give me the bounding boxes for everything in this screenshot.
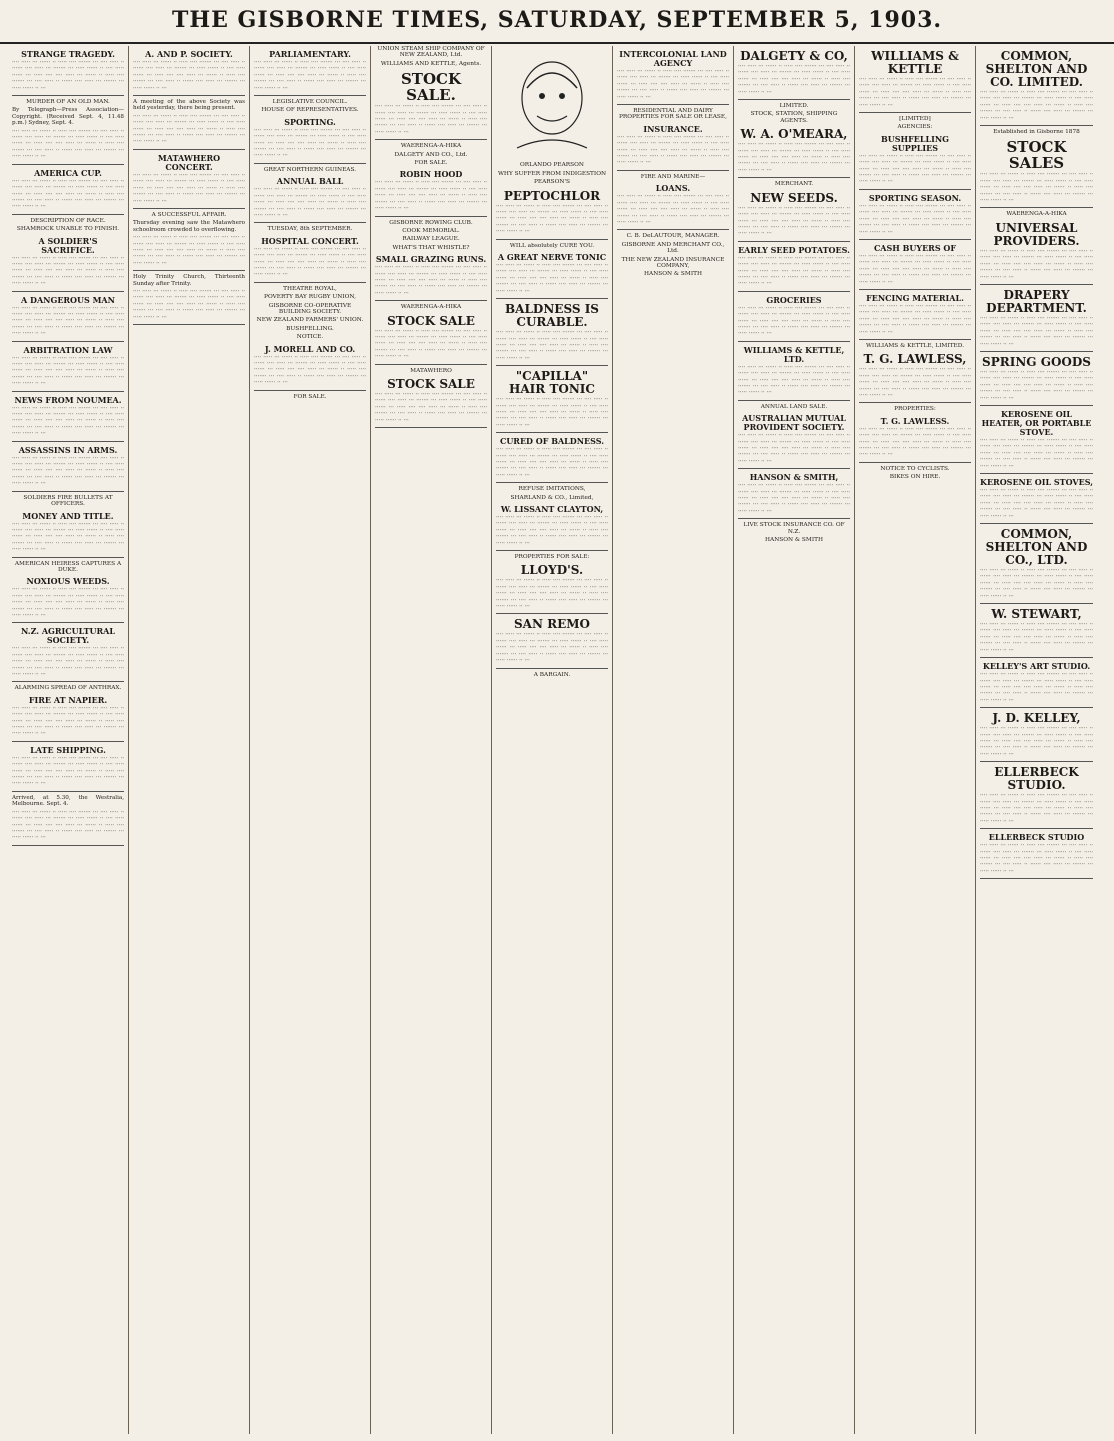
subheading: WHY SUFFER FROM INDIGESTION [497,170,607,177]
body-text-lines: ···· ····· ··· ······ ·· ····· ···· ······· ··· ···· ····· ·· ······ ···· ····· ··· ······· ··· ····· ······ ·· ···· ····· ······ ··· ····· ···· ···· ····· ··· ······ ·· ····· ···· ······· ··· ···· ····· ·· ······ ···· ····· ··· ······· ··· ····· ······ ·· ··· [375,104,487,136]
section-rule [980,878,1093,879]
subheading: WAERENGA-A-HIKA [1006,211,1067,218]
body-text-lines: ···· ····· ··· ······ ·· ····· ···· ······· ··· ···· ····· ·· ······ ···· ····· ··· ······· ··· ····· ······ ·· ···· ····· ······ ··· ····· ···· ···· ····· ··· ······ ·· ····· ···· ······· ··· ···· ····· ·· ······ ···· ····· ··· ······· ··· ····· ······ ·· ··· [496,632,608,665]
section-rule [980,603,1093,604]
section-rule [12,95,124,96]
section-rule [254,390,366,391]
headline: AUSTRALIAN MUTUAL PROVIDENT SOCIETY. [742,413,846,433]
subheading: ALARMING SPREAD OF ANTHRAX. [14,685,122,692]
section-rule [980,405,1093,406]
section-rule [980,473,1093,474]
section-rule [738,291,850,292]
subheading: LIVE STOCK INSURANCE CO. OF N.Z. [743,522,845,535]
section-rule [496,298,608,299]
subheading: FOR SALE. [414,160,448,167]
headline: SPORTING SEASON. [868,192,962,203]
body-text-lines: ···· ····· ··· ······ ·· ····· ···· ······· ··· ···· ····· ·· ······ ···· ····· ··· ······· ··· ····· ······ ·· ···· ····· ······ ··· ····· ···· ···· ····· ··· ······ ·· ····· ···· ······· ··· ···· ····· ·· ······ ···· ····· ··· ······· ··· ····· ······ ·· ··· [12,646,124,678]
subheading: REFUSE IMITATIONS, [518,486,586,493]
subheading: WILL absolutely CURE YOU. [509,242,595,249]
headline: HANSON & SMITH, [749,472,839,483]
section-rule [738,518,850,519]
body-text-lines: ···· ····· ··· ······ ·· ····· ···· ······· ··· ···· ····· ·· ······ ···· ····· ··· ······· ··· ····· ······ ·· ···· ····· ······ ··· ····· ···· ···· ····· ··· ······ ·· ····· ···· ······· ··· ···· ····· ·· ······ ···· ····· ··· ······· ··· ····· ······ ·· ··· [12,305,124,338]
subheading: STOCK, STATION, SHIPPING AGENTS. [750,111,838,124]
headline: LLOYD'S. [520,563,584,578]
subheading: GISBORNE CO-OPERATIVE BUILDING SOCIETY. [268,302,352,315]
article-text: By Telegraph—Press Association—Copyright. (Received Sept. 4, 11.48 p.m.) Sydney, Sept. 4. [12,107,124,127]
subheading: LIMITED. [779,103,809,110]
section-rule [12,557,124,558]
section-rule [254,163,366,164]
headline: LATE SHIPPING. [30,744,106,755]
body-text-lines: ···· ····· ··· ······ ·· ····· ···· ······· ··· ···· ····· ·· ······ ···· ····· ··· ······· ··· ····· ······ ·· ···· ····· ······ ··· ····· ···· ···· ····· ··· ······ ·· ····· ···· ······· ··· ···· ····· ·· ······ ···· ····· ··· ······· ··· ····· ······ ·· ··· [738,142,850,174]
body-text-lines: ···· ····· ··· ······ ·· ····· ···· ······· ··· ···· ····· ·· ······ ···· ····· ··· ······· ··· ····· ······ ·· ···· ····· ······ ··· ····· ···· ···· ····· ··· ······ ·· ····· ···· ······· ··· ···· ····· ·· ······ ···· ····· ··· ······· ··· ····· ······ ·· ··· [617,194,729,226]
body-text-lines: ···· ····· ··· ······ ·· ····· ···· ······· ··· ···· ····· ·· ······ ···· ····· ··· ······· ··· ····· ······ ·· ···· ····· ······ ··· ····· ···· ···· ····· ··· ······ ·· ····· ···· ······· ··· ···· ····· ·· ······ ···· ····· ··· ······· ··· ····· ······ ·· ··· [133,288,245,321]
subheading: SOLDIERS FIRE BULLETS AT OFFICERS. [23,494,113,508]
section-rule [12,845,124,846]
section-rule [980,207,1093,208]
body-text-lines: ···· ····· ··· ······ ·· ····· ···· ······· ··· ···· ····· ·· ······ ···· ····· ··· ······· ··· ····· ······ ·· ···· ····· ······ ··· ····· ···· ···· ····· ··· ······ ·· ····· ···· ······· ··· ···· ····· ·· ······ ···· ····· ··· ······· ··· ····· ······ ·· ··· [859,203,971,236]
headline: T. G. LAWLESS. [880,415,950,426]
section-rule [859,402,971,403]
headline: SAN REMO [514,617,590,632]
section-rule [980,761,1093,762]
headline: SPRING GOODS [982,354,1091,369]
subheading: DESCRIPTION OF RACE. [30,217,106,224]
headline: SMALL GRAZING RUNS. [375,254,487,265]
body-text-lines: ···· ····· ··· ······ ·· ····· ···· ······· ··· ···· ····· ·· ······ ···· ····· ··· ······· ··· ····· ······ ·· ···· ····· ······ ··· ····· ···· ···· ····· ··· ······ ·· ····· ···· ······· ··· ···· ····· ·· ······ ···· ····· ··· ······· ··· ····· ······ ·· ··· [738,205,850,238]
section-rule [12,681,124,682]
section-rule [254,95,366,96]
section-rule [980,284,1093,285]
section-rule [375,216,487,217]
subheading: WAERENGA-A-HIKA [400,143,462,150]
section-rule [859,339,971,340]
section-rule [12,164,124,165]
body-text-lines: ···· ····· ··· ······ ·· ····· ···· ······· ··· ···· ····· ·· ······ ···· ····· ··· ······· ··· ····· ······ ·· ···· ····· ······ ··· ····· ···· ···· ····· ··· ······ ·· ····· ···· ······· ··· ···· ····· ·· ······ ···· ····· ··· ······· ··· ····· ······ ·· ··· [859,153,971,186]
body-text-lines: ···· ····· ··· ······ ·· ····· ···· ······· ··· ···· ····· ·· ······ ···· ····· ··· ······· ··· ····· ······ ·· ···· ····· ······ ··· ····· ···· ···· ····· ··· ······ ·· ····· ···· ······· ··· ···· ····· ·· ······ ···· ····· ··· ······· ··· ····· ······ ·· ··· [133,235,245,267]
headline: W. A. O'MEARA, [740,127,848,142]
body-text-lines: ···· ····· ··· ······ ·· ····· ···· ······· ··· ···· ····· ·· ······ ···· ····· ··· ······· ··· ····· ······ ·· ···· ····· ······ ··· ····· ···· ···· ····· ··· ······ ·· ····· ···· ······· ··· ···· ····· ·· ······ ···· ····· ··· ······· ··· ····· ······ ·· ··· [375,180,487,213]
subheading: POVERTY BAY RUGBY UNION, [264,294,356,301]
section-rule [12,391,124,392]
body-text-lines: ···· ····· ··· ······ ·· ····· ···· ······· ··· ···· ····· ·· ······ ···· ····· ··· ······· ··· ····· ······ ·· ···· ····· ······ ··· ····· ···· ···· ····· ··· ······ ·· ····· ···· ······· ··· ···· ····· ·· ······ ···· ····· ··· ······· ··· ····· ······ ·· ··· [738,305,850,338]
section-rule [496,432,608,433]
column-3 [250,46,371,1434]
body-text-lines: ···· ····· ··· ······ ·· ····· ···· ······· ··· ···· ····· ·· ······ ···· ····· ··· ······· ··· ····· ······ ·· ···· ····· ······ ··· ····· ···· ···· ····· ··· ······ ·· ····· ···· ······· ··· ···· ····· ·· ······ ···· ····· ··· ······· ··· ····· ······ ·· ··· [496,203,608,236]
section-rule [617,229,729,230]
body-text-lines: ···· ····· ··· ······ ·· ····· ···· ······· ··· ···· ····· ·· ······ ···· ····· ··· ······· ··· ····· ······ ·· ···· ····· ······ ··· ····· ···· ···· ····· ··· ······ ·· ····· ···· ······· ··· ···· ····· ·· ······ ···· ····· ··· ······· ··· ····· ······ ·· ··· [738,433,850,465]
section-rule [980,125,1093,126]
subheading: NOTICE TO CYCLISTS. [880,465,950,472]
headline: A. AND P. SOCIETY. [145,49,233,59]
headline: STRANGE TRAGEDY. [21,49,115,59]
subheading: WHAT'S THAT WHISTLE? [392,244,470,251]
article-text: Thursday evening saw the Matawhero schoolroom crowded to overflowing. [133,220,245,233]
section-rule [980,657,1093,658]
body-text-lines: ···· ····· ··· ······ ·· ····· ···· ······· ··· ···· ····· ·· ······ ···· ····· ··· ······· ··· ····· ······ ·· ···· ····· ······ ··· ····· ···· ···· ····· ··· ······ ·· ····· ···· ······· ··· ···· ····· ·· ······ ···· ····· ··· ······· ··· ····· ······ ·· ··· [12,60,124,92]
headline: COMMON, SHELTON AND CO. LIMITED. [985,49,1088,89]
masthead: THE GISBORNE TIMES, SATURDAY, SEPTEMBER 5, 1903. [0,0,1114,44]
section-rule [12,491,124,492]
section-rule [133,208,245,209]
section-rule [375,364,487,365]
subheading: GISBORNE AND MERCHANT CO., Ltd. [621,241,725,255]
headline: STOCK SALE [387,377,475,391]
section-rule [12,214,124,215]
body-text-lines: ···· ····· ··· ······ ·· ····· ···· ······· ··· ···· ····· ·· ······ ···· ····· ··· ······· ··· ····· ······ ·· ···· ····· ······ ··· ····· ···· ···· ····· ··· ······ ·· ····· ···· ······· ··· ···· ····· ·· ······ ···· ····· ··· ······· ··· ····· ······ ·· ··· [617,69,729,101]
body-text-lines: ···· ····· ··· ······ ·· ····· ···· ······· ··· ···· ····· ·· ······ ···· ····· ··· ······· ··· ····· ······ ·· ···· ····· ······ ··· ····· ···· ···· ····· ··· ······ ·· ····· ···· ······· ··· ···· ····· ·· ······ ···· ····· ··· ······· ··· ····· ······ ·· ··· [980,315,1093,348]
subheading: AMERICAN HEIRESS CAPTURES A DUKE. [14,560,122,573]
section-rule [254,282,366,283]
body-text-lines: ···· ····· ··· ······ ·· ····· ···· ······· ··· ···· ····· ·· ······ ···· ····· ··· ······· ··· ····· ······ ·· ···· ····· ······ ··· ····· ···· ···· ····· ··· ······ ·· ····· ···· ······· ··· ···· ····· ·· ······ ···· ····· ··· ······· ··· ····· ······ ·· ··· [12,128,124,161]
column-2 [129,46,250,1434]
section-rule [738,400,850,401]
body-text-lines: ···· ····· ··· ······ ·· ····· ···· ······· ··· ···· ····· ·· ······ ···· ····· ··· ······· ··· ····· ······ ·· ···· ····· ······ ··· ····· ···· ···· ····· ··· ······ ·· ····· ···· ······· ··· ···· ····· ·· ······ ···· ····· ··· ······· ··· ····· ······ ·· ··· [12,809,124,842]
headline: FIRE AT NAPIER. [28,694,108,705]
body-text-lines: ···· ····· ··· ······ ·· ····· ···· ······· ··· ···· ····· ·· ······ ···· ····· ··· ······· ··· ····· ······ ·· ···· ····· ······ ··· ····· ···· ···· ····· ··· ······ ·· ····· ···· ······· ··· ···· ····· ·· ······ ···· ····· ··· ······· ··· ····· ······ ·· ··· [12,755,124,788]
subheading: TUESDAY, 8th SEPTEMBER. [267,226,353,233]
section-rule [133,324,245,325]
headline: ELLERBECK STUDIO. [994,765,1079,793]
headline: NOXIOUS WEEDS. [26,576,110,587]
headline: PARLIAMENTARY. [269,49,351,59]
body-text-lines: ···· ····· ··· ······ ·· ····· ···· ······· ··· ···· ····· ·· ······ ···· ····· ··· ······· ··· ····· ······ ·· ···· ····· ······ ··· ····· ···· ···· ····· ··· ······ ·· ····· ···· ······· ··· ···· ····· ·· ······ ···· ····· ··· ······· ··· ····· ······ ·· ··· [254,246,366,279]
section-rule [617,170,729,171]
subheading: BIKES ON HIRE. [889,474,941,481]
headline: GROCERIES [766,294,822,305]
headline: MATAWHERO CONCERT. [157,152,221,172]
headline: INTERCOLONIAL LAND AGENCY [619,49,727,68]
section-rule [12,441,124,442]
section-rule [859,462,971,463]
section-rule [375,427,487,428]
subheading: SHARLAND & CO., Limited, [510,494,594,501]
subheading: HANSON & SMITH [764,537,824,544]
section-rule [12,741,124,742]
subheading: Established in Gisborne 1878 [993,129,1080,136]
section-rule [133,149,245,150]
subheading: GISBORNE ROWING CLUB. [389,219,473,226]
subheading: THE NEW ZEALAND INSURANCE COMPANY, [621,256,725,269]
body-text-lines: ···· ····· ··· ······ ·· ····· ···· ······· ··· ···· ····· ·· ······ ···· ····· ··· ······· ··· ····· ······ ·· ···· ····· ······ ··· ····· ···· ···· ····· ··· ······ ·· ····· ···· ······· ··· ···· ····· ·· ······ ···· ····· ··· ······· ··· ····· ······ ·· ··· [12,405,124,438]
headline: AMERICA CUP. [34,167,102,178]
section-rule [133,95,245,96]
headline: PEPTOCHLOR [503,188,601,203]
body-text-lines: ···· ····· ··· ······ ·· ····· ···· ······· ··· ···· ····· ·· ······ ···· ····· ··· ······· ··· ····· ······ ·· ···· ····· ······ ··· ····· ···· ···· ····· ··· ······ ·· ····· ···· ······· ··· ···· ····· ·· ······ ···· ····· ··· ······· ··· ····· ······ ·· ··· [859,77,971,109]
body-text-lines: ···· ····· ··· ······ ·· ····· ···· ······· ··· ···· ····· ·· ······ ···· ····· ··· ······· ··· ····· ······ ·· ···· ····· ······ ··· ····· ···· ···· ····· ··· ······ ·· ····· ···· ······· ··· ···· ····· ·· ······ ···· ····· ··· ······· ··· ····· ······ ·· ··· [980,437,1093,470]
body-text-lines: ···· ····· ··· ······ ·· ····· ···· ······· ··· ···· ····· ·· ······ ···· ····· ··· ······· ··· ····· ······ ·· ···· ····· ······ ··· ····· ···· ···· ····· ··· ······ ·· ····· ···· ······· ··· ···· ····· ·· ······ ···· ····· ··· ······· ··· ····· ······ ·· ··· [133,113,245,146]
section-rule [496,482,608,483]
body-text-lines: ···· ····· ··· ······ ·· ····· ···· ······· ··· ···· ····· ·· ······ ···· ····· ··· ······· ··· ····· ······ ·· ···· ····· ······ ··· ····· ···· ···· ····· ··· ······ ·· ····· ···· ······· ··· ···· ····· ·· ······ ···· ····· ··· ······· ··· ····· ······ ·· ··· [980,672,1093,704]
section-rule [496,613,608,614]
subheading: WAERENGA-A-HIKA [400,304,462,311]
subheading: FOR SALE. [293,393,327,400]
headline: MONEY AND TITLE. [22,510,114,521]
section-rule [254,222,366,223]
subheading: HOUSE OF REPRESENTATIVES. [261,107,359,114]
subheading: ANNUAL LAND SALE. [760,403,828,410]
body-text-lines: ···· ····· ··· ······ ·· ····· ···· ······· ··· ···· ····· ·· ······ ···· ····· ··· ······· ··· ····· ······ ·· ···· ····· ······ ··· ····· ···· ···· ····· ··· ······ ·· ····· ···· ······· ··· ···· ····· ·· ······ ···· ····· ··· ······· ··· ····· ······ ·· ··· [980,90,1093,122]
headline: ASSASSINS IN ARMS. [18,444,118,455]
section-rule [12,341,124,342]
subheading: FIRE AND MARINE— [640,173,706,180]
subheading: A BARGAIN. [533,671,571,678]
body-text-lines: ···· ····· ··· ······ ·· ····· ···· ······· ··· ···· ····· ·· ······ ···· ····· ··· ······· ··· ····· ······ ·· ···· ····· ······ ··· ····· ···· ···· ····· ··· ······ ·· ····· ···· ······· ··· ···· ····· ·· ······ ···· ····· ··· ······· ··· ····· ······ ·· ··· [496,447,608,479]
body-text-lines: ···· ····· ··· ······ ·· ····· ···· ······· ··· ···· ····· ·· ······ ···· ····· ··· ······· ··· ····· ······ ·· ···· ····· ······ ··· ····· ···· ···· ····· ··· ······ ·· ····· ···· ······· ··· ···· ····· ·· ······ ···· ····· ··· ······· ··· ····· ······ ·· ··· [496,515,608,547]
headline: KEROSENE OIL HEATER, OR PORTABLE STOVE. [981,408,1092,437]
headline: WILLIAMS & KETTLE [871,49,959,76]
body-text-lines: ···· ····· ··· ······ ·· ····· ···· ······· ··· ···· ····· ·· ······ ···· ····· ··· ······· ··· ····· ······ ·· ···· ····· ······ ··· ····· ···· ···· ····· ··· ······ ·· ····· ···· ······· ··· ···· ····· ·· ······ ···· ····· ··· ······· ··· ····· ······ ·· ··· [859,253,971,286]
section-rule [738,241,850,242]
headline: COMMON, SHELTON AND CO., LTD. [985,527,1088,568]
headline: BUSHFELLING SUPPLIES [881,133,949,153]
section-rule [375,300,487,301]
body-text-lines: ···· ····· ··· ······ ·· ····· ···· ······· ··· ···· ····· ·· ······ ···· ····· ··· ······· ··· ····· ······ ·· ···· ····· ······ ··· ····· ···· ···· ····· ··· ······ ·· ····· ···· ······· ··· ···· ····· ·· ······ ···· ····· ··· ······· ··· ····· ······ ·· ··· [375,392,487,424]
headline: J. MORELL AND CO. [264,343,356,354]
portrait-illustration [496,48,608,158]
section-rule [859,112,971,113]
headline: SPORTING. [284,116,336,127]
section-rule [12,791,124,792]
subheading: DALGETY AND CO., Ltd. [394,151,468,158]
body-text-lines: ···· ····· ··· ······ ·· ····· ···· ······· ··· ···· ····· ·· ······ ···· ····· ··· ······· ··· ····· ······ ·· ···· ····· ······ ··· ····· ···· ···· ····· ··· ······ ·· ····· ···· ······· ··· ···· ····· ·· ······ ···· ····· ··· ······· ··· ····· ······ ·· ··· [980,843,1093,875]
column-7 [734,46,855,1434]
headline: FENCING MATERIAL. [866,292,964,303]
newspaper-columns [8,46,1106,1434]
headline: INSURANCE. [643,123,703,134]
headline: A GREAT NERVE TONIC [497,252,607,263]
body-text-lines: ···· ····· ··· ······ ·· ····· ···· ······· ··· ···· ····· ·· ······ ···· ····· ··· ······· ··· ····· ······ ·· ···· ····· ······ ··· ····· ···· ···· ····· ··· ······ ·· ····· ···· ······· ··· ···· ····· ·· ······ ···· ····· ··· ······· ··· ····· ······ ·· ··· [254,127,366,160]
headline: WILLIAMS & KETTLE, LTD. [743,344,845,364]
headline: EARLY SEED POTATOES. [738,244,850,255]
section-rule [12,291,124,292]
headline: ANNUAL BALL [276,176,344,187]
section-rule [738,341,850,342]
subheading: PROPERTIES FOR SALE: [514,554,590,561]
body-text-lines: ···· ····· ··· ······ ·· ····· ···· ······· ··· ···· ····· ·· ······ ···· ····· ··· ······· ··· ····· ······ ·· ···· ····· ······ ··· ····· ···· ···· ····· ··· ······ ·· ····· ···· ······· ··· ···· ····· ·· ······ ···· ····· ··· ······· ··· ····· ······ ·· ··· [12,705,124,738]
body-text-lines: ···· ····· ··· ······ ·· ····· ···· ······· ··· ···· ····· ·· ······ ···· ····· ··· ······· ··· ····· ······ ·· ···· ····· ······ ··· ····· ···· ···· ····· ··· ······ ·· ····· ···· ······· ··· ···· ····· ·· ······ ···· ····· ··· ······· ··· ····· ······ ·· ··· [859,303,971,336]
subheading: LEGISLATIVE COUNCIL. [272,99,348,106]
section-rule [738,99,850,100]
section-rule [133,270,245,271]
column-4 [371,46,492,1434]
subheading: HANSON & SMITH [643,271,703,278]
section-rule [980,523,1093,524]
section-rule [496,365,608,366]
subheading: RESIDENTIAL AND DAIRY PROPERTIES FOR SALE OR LEASE, [619,108,727,121]
body-text-lines: ···· ····· ··· ······ ·· ····· ···· ······· ··· ···· ····· ·· ······ ···· ····· ··· ······· ··· ····· ······ ·· ···· ····· ······ ··· ····· ···· ···· ····· ··· ······ ·· ····· ···· ······· ··· ···· ····· ·· ······ ···· ····· ··· ······· ··· ····· ······ ·· ··· [12,355,124,388]
subheading: PEARSON'S [533,179,571,186]
headline: T. G. LAWLESS, [863,352,967,367]
headline: STOCK SALE [387,313,475,328]
headline: "CAPILLA" HAIR TONIC [509,369,595,397]
body-text-lines: ···· ····· ··· ······ ·· ····· ···· ······· ··· ···· ····· ·· ······ ···· ····· ··· ······· ··· ····· ······ ·· ···· ····· ······ ··· ····· ···· ···· ····· ··· ······ ·· ····· ···· ······· ··· ···· ····· ·· ······ ···· ····· ··· ······· ··· ····· ······ ·· ··· [12,587,124,619]
section-rule [12,622,124,623]
body-text-lines: ···· ····· ··· ······ ·· ····· ···· ······· ··· ···· ····· ·· ······ ···· ····· ··· ······· ··· ····· ······ ·· ···· ····· ······ ··· ····· ···· ···· ····· ··· ······ ·· ····· ···· ······· ··· ···· ····· ·· ······ ···· ····· ··· ······· ··· ····· ······ ·· ··· [738,483,850,515]
section-rule [980,351,1093,352]
section-rule [496,550,608,551]
body-text-lines: ···· ····· ··· ······ ·· ····· ···· ······· ··· ···· ····· ·· ······ ···· ····· ··· ······· ··· ····· ······ ·· ···· ····· ······ ··· ····· ···· ···· ····· ··· ······ ·· ····· ···· ······· ··· ···· ····· ·· ······ ···· ····· ··· ······· ··· ····· ······ ·· ··· [859,426,971,459]
headline: CURED OF BALDNESS. [499,436,605,447]
article-text: Holy Trinity Church, Thirteenth Sunday after Trinity. [133,274,245,287]
subheading: UNION STEAM SHIP COMPANY OF NEW ZEALAND, Ltd. [377,46,485,59]
body-text-lines: ···· ····· ··· ······ ·· ····· ···· ······· ··· ···· ····· ·· ······ ···· ····· ··· ······· ··· ····· ······ ·· ···· ····· ······ ··· ····· ···· ···· ····· ··· ······ ·· ····· ···· ······· ··· ···· ····· ·· ······ ···· ····· ··· ······· ··· ····· ······ ·· ··· [254,60,366,92]
subheading: WILLIAMS AND KETTLE, Agents. [380,60,482,67]
body-text-lines: ···· ····· ··· ······ ·· ····· ···· ······· ··· ···· ····· ·· ······ ···· ····· ··· ······· ··· ····· ······ ·· ···· ····· ······ ··· ····· ···· ···· ····· ··· ······ ·· ····· ···· ······· ··· ···· ····· ·· ······ ···· ····· ··· ······· ··· ····· ······ ·· ··· [12,455,124,488]
subheading: COOK MEMORIAL. [402,227,460,234]
section-rule [375,139,487,140]
section-rule [738,468,850,469]
body-text-lines: ···· ····· ··· ······ ·· ····· ···· ······· ··· ···· ····· ·· ······ ···· ····· ··· ······· ··· ····· ······ ·· ···· ····· ······ ··· ····· ···· ···· ····· ··· ······ ·· ····· ···· ······· ··· ···· ····· ·· ······ ···· ····· ··· ······· ··· ····· ······ ·· ··· [980,622,1093,654]
portrait-caption: ORLANDO PEARSON [520,162,584,169]
headline: A DANGEROUS MAN [21,294,115,305]
body-text-lines: ···· ····· ··· ······ ·· ····· ···· ······· ··· ···· ····· ·· ······ ···· ····· ··· ······· ··· ····· ······ ·· ···· ····· ······ ··· ····· ···· ···· ····· ··· ······ ·· ····· ···· ······· ··· ···· ····· ·· ······ ···· ····· ··· ······· ··· ····· ······ ·· ··· [980,488,1093,520]
body-text-lines: ···· ····· ··· ······ ·· ····· ···· ······· ··· ···· ····· ·· ······ ···· ····· ··· ······· ··· ····· ······ ·· ···· ····· ······ ··· ····· ···· ···· ····· ··· ······ ·· ····· ···· ······· ··· ···· ····· ·· ······ ···· ····· ··· ······· ··· ····· ······ ·· ··· [375,328,487,361]
headline: HOSPITAL CONCERT. [261,235,359,246]
column-8 [855,46,976,1434]
body-text-lines: ···· ····· ··· ······ ·· ····· ···· ······· ··· ···· ····· ·· ······ ···· ····· ··· ······· ··· ····· ······ ·· ···· ····· ······ ··· ····· ···· ···· ····· ··· ······ ·· ····· ···· ······· ··· ···· ····· ·· ······ ···· ····· ··· ······· ··· ····· ······ ·· ··· [133,60,245,92]
headline: UNIVERSAL PROVIDERS. [993,220,1080,248]
body-text-lines: ···· ····· ··· ······ ·· ····· ···· ······· ··· ···· ····· ·· ······ ···· ····· ··· ······· ··· ····· ······ ·· ···· ····· ······ ··· ····· ···· ···· ····· ··· ······ ·· ····· ···· ······· ··· ···· ····· ·· ······ ···· ····· ··· ······· ··· ····· ······ ·· ··· [375,265,487,297]
headline: ELLERBECK STUDIO [988,832,1085,843]
headline: W. LISSANT CLAYTON, [500,504,604,514]
column-1 [8,46,129,1434]
headline: ARBITRATION LAW [23,344,113,355]
headline: NEWS FROM NOUMEA. [14,394,122,405]
headline: J. D. KELLEY, [992,711,1081,726]
subheading: RAILWAY LEAGUE. [402,236,460,243]
body-text-lines: ···· ····· ··· ······ ·· ····· ···· ······· ··· ···· ····· ·· ······ ···· ····· ··· ······· ··· ····· ······ ·· ···· ····· ······ ··· ····· ···· ···· ····· ··· ······ ·· ····· ···· ······· ··· ···· ····· ·· ······ ···· ····· ··· ······· ··· ····· ······ ·· ··· [12,255,124,288]
subheading: [LIMITED] [899,116,931,123]
body-text-lines: ···· ····· ··· ······ ·· ····· ···· ······· ··· ···· ····· ·· ······ ···· ····· ··· ······· ··· ····· ······ ·· ···· ····· ······ ··· ····· ···· ···· ····· ··· ······ ·· ····· ···· ······· ··· ···· ····· ·· ······ ···· ····· ··· ······· ··· ····· ······ ·· ··· [738,255,850,288]
body-text-lines: ···· ····· ··· ······ ·· ····· ···· ······· ··· ···· ····· ·· ······ ···· ····· ··· ······· ··· ····· ······ ·· ···· ····· ······ ··· ····· ···· ···· ····· ··· ······ ·· ····· ···· ······· ··· ···· ····· ·· ······ ···· ····· ··· ······· ··· ····· ······ ·· ··· [496,330,608,362]
body-text-lines: ···· ····· ··· ······ ·· ····· ···· ······· ··· ···· ····· ·· ······ ···· ····· ··· ······· ··· ····· ······ ·· ···· ····· ······ ··· ····· ···· ···· ····· ··· ······ ·· ····· ···· ······· ··· ···· ····· ·· ······ ···· ····· ··· ······· ··· ····· ······ ·· ··· [254,187,366,219]
section-rule [617,104,729,105]
subheading: MURDER OF AN OLD MAN. [26,99,110,106]
section-rule [496,239,608,240]
body-text-lines: ···· ····· ··· ······ ·· ····· ···· ······· ··· ···· ····· ·· ······ ···· ····· ··· ······· ··· ····· ······ ·· ···· ····· ······ ··· ····· ···· ···· ····· ··· ······ ·· ····· ···· ······· ··· ···· ····· ·· ······ ···· ····· ··· ······· ··· ····· ······ ·· ··· [738,364,850,397]
section-rule [980,707,1093,708]
subheading: PROPERTIES: [894,406,936,413]
headline: STOCK SALES [1006,138,1067,173]
body-text-lines: ···· ····· ··· ······ ·· ····· ···· ······· ··· ···· ····· ·· ······ ···· ····· ··· ······· ··· ····· ······ ·· ···· ····· ······ ··· ····· ···· ···· ····· ··· ······ ·· ····· ···· ······· ··· ···· ····· ·· ······ ···· ····· ··· ······· ··· ····· ······ ·· ··· [738,64,850,96]
section-rule [496,668,608,669]
article-text: A meeting of the above Society was held yesterday, there being present. [133,99,245,112]
headline: CASH BUYERS OF [873,242,957,253]
headline: N.Z. AGRICULTURAL SOCIETY. [20,626,115,646]
body-text-lines: ···· ····· ··· ······ ·· ····· ···· ······· ··· ···· ····· ·· ······ ···· ····· ··· ······· ··· ····· ······ ·· ···· ····· ······ ··· ····· ···· ···· ····· ··· ······ ·· ····· ···· ······· ··· ···· ····· ·· ······ ···· ····· ··· ······· ··· ····· ······ ·· ··· [980,369,1093,402]
headline: KEROSENE OIL STOVES, [980,477,1093,487]
body-text-lines: ···· ····· ··· ······ ·· ····· ···· ······· ··· ···· ····· ·· ······ ···· ····· ··· ······· ··· ····· ······ ·· ···· ····· ······ ··· ····· ···· ···· ····· ··· ······ ·· ····· ···· ······· ··· ···· ····· ·· ······ ···· ····· ··· ······· ··· ····· ······ ·· ··· [980,568,1093,600]
headline: STOCK SALE. [400,70,462,105]
headline: KELLEY'S ART STUDIO. [982,661,1091,672]
headline: DRAPERY DEPARTMENT. [986,287,1087,315]
column-5 [492,46,613,1434]
headline: BALDNESS IS CURABLE. [505,302,599,330]
subheading: GREAT NORTHERN GUINEAS. [263,166,357,173]
body-text-lines: ···· ····· ··· ······ ·· ····· ···· ······· ··· ···· ····· ·· ······ ···· ····· ··· ······· ··· ····· ······ ·· ···· ····· ······ ··· ····· ···· ···· ····· ··· ······ ·· ····· ···· ······· ··· ···· ····· ·· ······ ···· ····· ··· ······· ··· ····· ······ ·· ··· [133,172,245,205]
column-6 [613,46,734,1434]
subheading: AGENCIES: [897,124,933,131]
subheading: NEW ZEALAND FARMERS' UNION. [256,317,364,324]
section-rule [859,239,971,240]
subheading: C. B. DeLAUTOUR, MANAGER. [626,233,720,240]
body-text-lines: ···· ····· ··· ······ ·· ····· ···· ······· ··· ···· ····· ·· ······ ···· ····· ··· ······· ··· ····· ······ ·· ···· ····· ······ ··· ····· ···· ···· ····· ··· ······ ·· ····· ···· ······· ··· ···· ····· ·· ······ ···· ····· ··· ······· ··· ····· ······ ·· ··· [980,793,1093,825]
column-9 [976,46,1097,1434]
subheading: MERCHANT. [774,181,814,188]
subheading: MATAWHERO [410,367,452,374]
headline: A SOLDIER'S SACRIFICE. [38,235,98,255]
section-rule [859,189,971,190]
section-rule [738,177,850,178]
subheading: WILLIAMS & KETTLE, LIMITED. [865,342,965,349]
headline: DALGETY & CO, [740,49,848,63]
headline: LOANS. [655,183,691,194]
body-text-lines: ···· ····· ··· ······ ·· ····· ···· ······· ··· ···· ····· ·· ······ ···· ····· ··· ······· ··· ····· ······ ·· ···· ····· ······ ··· ····· ···· ···· ····· ··· ······ ·· ····· ···· ······· ··· ···· ····· ·· ······ ···· ····· ··· ······· ··· ····· ······ ·· ··· [859,367,971,399]
body-text-lines: ···· ····· ··· ······ ·· ····· ···· ······· ··· ···· ····· ·· ······ ···· ····· ··· ······· ··· ····· ······ ·· ···· ····· ······ ··· ····· ···· ···· ····· ··· ······ ·· ····· ···· ······· ··· ···· ····· ·· ······ ···· ····· ··· ······· ··· ····· ······ ·· ··· [496,397,608,429]
body-text-lines: ···· ····· ··· ······ ·· ····· ···· ······· ··· ···· ····· ·· ······ ···· ····· ··· ······· ··· ····· ······ ·· ···· ····· ······ ··· ····· ···· ···· ····· ··· ······ ·· ····· ···· ······· ··· ···· ····· ·· ······ ···· ····· ··· ······· ··· ····· ······ ·· ··· [254,354,366,387]
body-text-lines: ···· ····· ··· ······ ·· ····· ···· ······· ··· ···· ····· ·· ······ ···· ····· ··· ······· ··· ····· ······ ·· ···· ····· ······ ··· ····· ···· ···· ····· ··· ······ ·· ····· ···· ······· ··· ···· ····· ·· ······ ···· ····· ··· ······· ··· ····· ······ ·· ··· [496,263,608,295]
section-rule [980,828,1093,829]
article-text: Arrived, at 5.30, the Westralia, Melbourne. Sept. 4. [12,794,124,808]
subheading: A SUCCESSFUL AFFAIR. [151,211,227,218]
body-text-lines: ···· ····· ··· ······ ·· ····· ···· ······· ··· ···· ····· ·· ······ ···· ····· ··· ······· ··· ····· ······ ·· ···· ····· ······ ··· ····· ···· ···· ····· ··· ······ ·· ····· ···· ······· ··· ···· ····· ·· ······ ···· ····· ··· ······· ··· ····· ······ ·· ··· [12,178,124,211]
subheading: BUSHFELLING. [286,325,334,332]
body-text-lines: ···· ····· ··· ······ ·· ····· ···· ······· ··· ···· ····· ·· ······ ···· ····· ··· ······· ··· ····· ······ ·· ···· ····· ······ ··· ····· ···· ···· ····· ··· ······ ·· ····· ···· ······· ··· ···· ····· ·· ······ ···· ····· ··· ······· ··· ····· ······ ·· ··· [617,134,729,167]
subheading: SHAMROCK UNABLE TO FINISH. [16,226,120,233]
body-text-lines: ···· ····· ··· ······ ·· ····· ···· ······· ··· ···· ····· ·· ······ ···· ····· ··· ······· ··· ····· ······ ·· ···· ····· ······ ··· ····· ···· ···· ····· ··· ······ ·· ····· ···· ······· ··· ···· ····· ·· ······ ···· ····· ··· ······· ··· ····· ······ ·· ··· [496,578,608,611]
headline: NEW SEEDS. [750,190,838,205]
subheading: NOTICE. [296,334,324,341]
advert-portrait [496,46,608,169]
headline: W. STEWART, [991,607,1082,622]
body-text-lines: ···· ····· ··· ······ ·· ····· ···· ······· ··· ···· ····· ·· ······ ···· ····· ··· ······· ··· ····· ······ ·· ···· ····· ······ ··· ····· ···· ···· ····· ··· ······ ·· ····· ···· ······· ··· ···· ····· ·· ······ ···· ····· ··· ······· ··· ····· ······ ·· ··· [980,172,1093,205]
section-rule [859,289,971,290]
body-text-lines: ···· ····· ··· ······ ·· ····· ···· ······· ··· ···· ····· ·· ······ ···· ····· ··· ······· ··· ····· ······ ·· ···· ····· ······ ··· ····· ···· ···· ····· ··· ······ ·· ····· ···· ······· ··· ···· ····· ·· ······ ···· ····· ··· ······· ··· ····· ······ ·· ··· [980,726,1093,758]
headline: ROBIN HOOD [399,169,463,180]
body-text-lines: ···· ····· ··· ······ ·· ····· ···· ······· ··· ···· ····· ·· ······ ···· ····· ··· ······· ··· ····· ······ ·· ···· ····· ······ ··· ····· ···· ···· ····· ··· ······ ·· ····· ···· ······· ··· ···· ····· ·· ······ ···· ····· ··· ······· ··· ····· ······ ·· ··· [980,248,1093,281]
body-text-lines: ···· ····· ··· ······ ·· ····· ···· ······· ··· ···· ····· ·· ······ ···· ····· ··· ······· ··· ····· ······ ·· ···· ····· ······ ··· ····· ···· ···· ····· ··· ······ ·· ····· ···· ······· ··· ···· ····· ·· ······ ···· ····· ··· ······· ··· ····· ······ ·· ··· [12,521,124,554]
subheading: THEATRE ROYAL, [283,285,337,292]
